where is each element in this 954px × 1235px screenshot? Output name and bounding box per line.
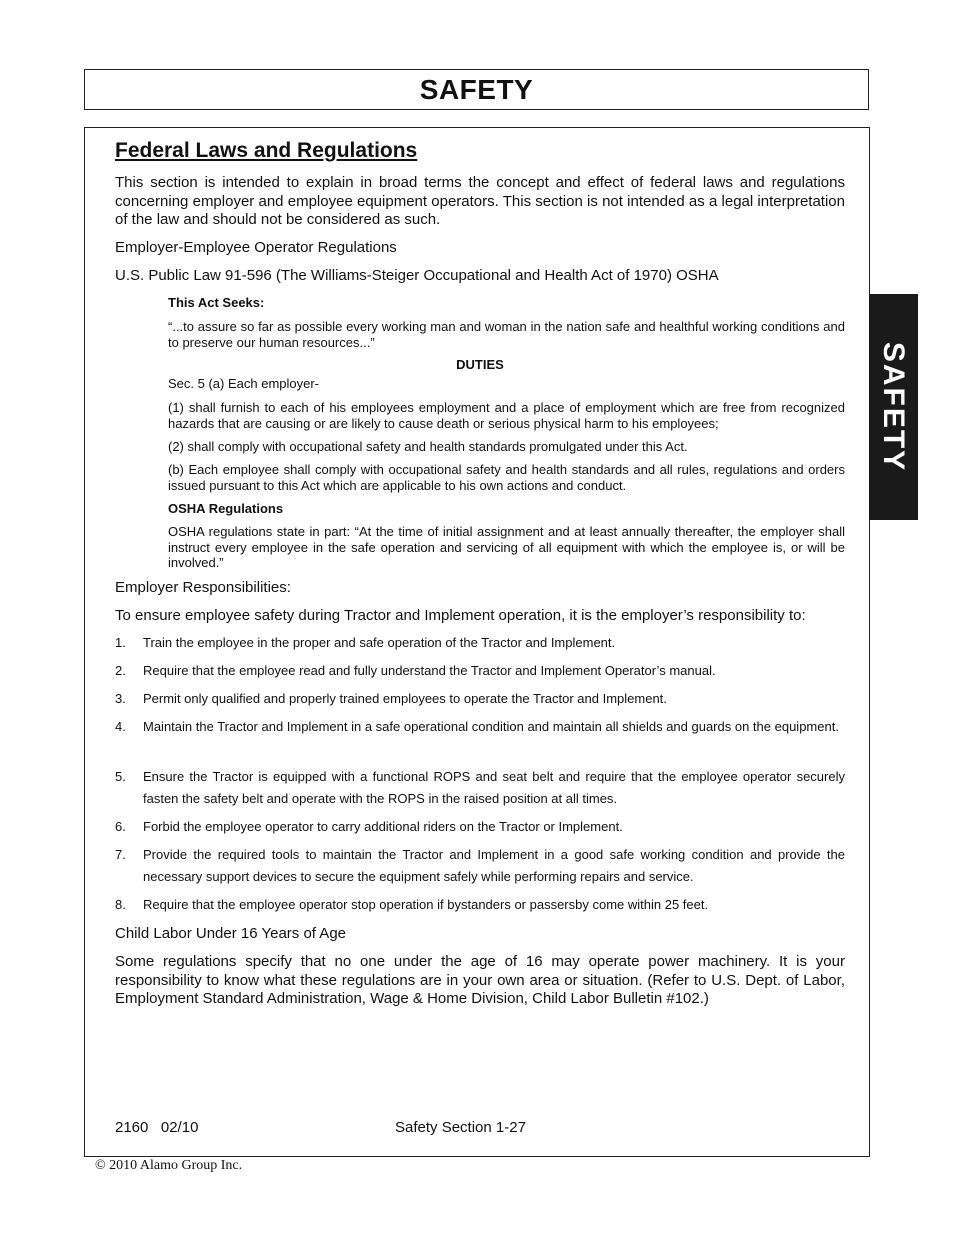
section-title: Federal Laws and Regulations <box>115 139 418 162</box>
responsibilities-intro: To ensure employee safety during Tractor and Implement operation, it is the employer’s responsibility to: <box>115 607 806 624</box>
duties-heading: DUTIES <box>456 357 504 372</box>
footer-model-date: 2160 02/10 <box>115 1119 199 1136</box>
duty-item-1: (1) shall furnish to each of his employees employment and a place of employment which are free from recognized hazards that are causing or are likely to cause death or serious physical harm to his employees; <box>168 400 845 431</box>
act-seeks-heading: This Act Seeks: <box>168 295 265 310</box>
list-item-text: Require that the employee read and fully understand the Tractor and Implement Operator’s manual. <box>143 663 716 678</box>
sec5-line: Sec. 5 (a) Each employer- <box>168 376 320 391</box>
list-item-number: 1. <box>115 635 126 650</box>
list-item-number: 2. <box>115 663 126 678</box>
osha-heading: OSHA Regulations <box>168 501 284 516</box>
list-item-text: Train the employee in the proper and safe operation of the Tractor and Implement. <box>143 635 616 650</box>
list-item-number: 5. <box>115 769 126 784</box>
list-item-number: 8. <box>115 897 126 912</box>
osha-text: OSHA regulations state in part: “At the time of initial assignment and at least annually thereafter, the employer shall instruct every employee in the safe operation and servicing of all equipment with which the employee is, or will be involved.” <box>168 524 845 570</box>
duty-item-2: (2) shall comply with occupational safety and health standards promulgated under this Act. <box>168 439 688 454</box>
act-seeks-quote: “...to assure so far as possible every working man and woman in the nation safe and healthful working conditions and to preserve our human resources...” <box>168 319 845 350</box>
intro-paragraph: This section is intended to explain in broad terms the concept and effect of federal laws and regulations concerning employer and employee equipment operators. This section is not intended as a legal interpretation of the law and should not be considered as such. <box>115 174 845 228</box>
list-item-text: Permit only qualified and properly trained employees to operate the Tractor and Implement. <box>143 691 667 706</box>
public-law-line: U.S. Public Law 91-596 (The Williams-Steiger Occupational and Health Act of 1970) OSHA <box>115 267 719 284</box>
child-labor-text: Some regulations specify that no one under the age of 16 may operate power machinery. It is your responsibility to know what these regulations are in your own area or situation. (Refer to U.S. Dept. of Labor, Employment Standard Administration, Wage & Home Division, Child Labor Bulletin #102.) <box>115 953 845 1007</box>
list-item-text: Provide the required tools to maintain the Tractor and Implement in a good safe working condition and provide the necessary support devices to secure the equipment safely while performing repairs and service. <box>143 847 845 884</box>
employer-employee-heading: Employer-Employee Operator Regulations <box>115 239 397 256</box>
child-labor-heading: Child Labor Under 16 Years of Age <box>115 925 346 942</box>
list-item-number: 6. <box>115 819 126 834</box>
page-header <box>84 69 869 110</box>
list-item-text: Ensure the Tractor is equipped with a functional ROPS and seat belt and require that the employee operator securely fasten the safety belt and operate with the ROPS in the raised position at all times. <box>143 769 845 806</box>
list-item-number: 7. <box>115 847 126 862</box>
list-item-text: Require that the employee operator stop operation if bystanders or passersby come within 25 feet. <box>143 897 709 912</box>
copyright-notice: © 2010 Alamo Group Inc. <box>95 1158 243 1173</box>
list-item-text: Forbid the employee operator to carry additional riders on the Tractor or Implement. <box>143 819 623 834</box>
section-side-tab <box>869 294 918 520</box>
header-title: SAFETY <box>419 73 534 105</box>
duty-item-b: (b) Each employee shall comply with occupational safety and health standards and all rules, regulations and orders issued pursuant to this Act which are applicable to his own actions and conduct. <box>168 462 845 493</box>
list-item-text: Maintain the Tractor and Implement in a safe operational condition and maintain all shields and guards on the equipment. <box>143 719 839 734</box>
list-item-number: 4. <box>115 719 126 734</box>
employer-responsibilities-heading: Employer Responsibilities: <box>115 579 291 596</box>
side-tab-label: SAFETY <box>877 341 911 473</box>
footer-page-label: Safety Section 1-27 <box>395 1119 526 1136</box>
list-item-number: 3. <box>115 691 126 706</box>
